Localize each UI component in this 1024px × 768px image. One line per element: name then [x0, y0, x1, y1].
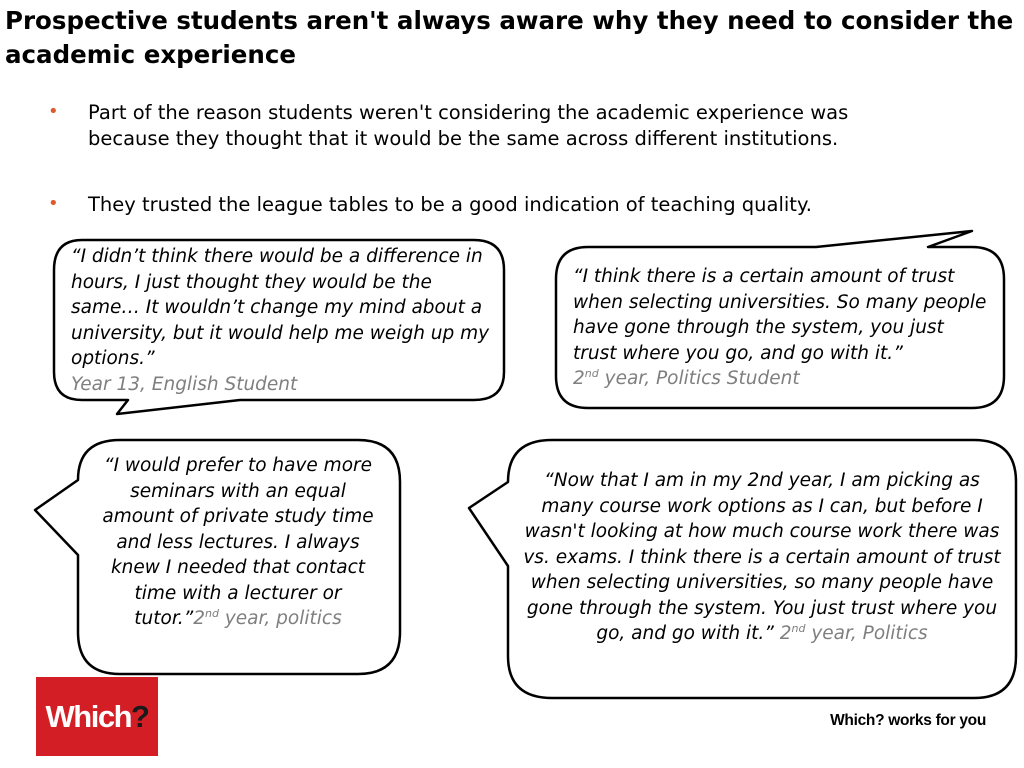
quote-attribution: [193, 608, 342, 629]
slide-title: Prospective students aren't always aware why they need to consider the academic experience: [5, 6, 1014, 69]
quote-attribution: [774, 623, 928, 644]
quote-3: [95, 453, 381, 632]
which-logo: [36, 677, 158, 756]
bullet-icon: •: [48, 193, 59, 214]
bullet-text: Part of the reason students weren't considering the academic experience was because they thought that it would be the same across different institutions.: [88, 101, 849, 150]
quote-attribution: [573, 368, 800, 389]
attribution-number: 2: [193, 608, 205, 629]
quote-text: “I didn’t think there would be a difference in hours, I just thought they would be the same… It wouldn’t change my mind about a university, but it would help me weigh up my options.”: [71, 246, 490, 369]
logo-question-mark: ?: [131, 698, 149, 734]
quote-2: [573, 264, 993, 392]
quote-1: [71, 244, 491, 397]
attribution-number: 2: [779, 623, 792, 644]
attribution-ordinal: nd: [584, 366, 599, 380]
quote-4: [522, 468, 1002, 647]
quote-text: “I think there is a certain amount of trust when selecting universities. So many people have gone through the system, you just trust where you go, and go with it.”: [573, 266, 987, 364]
logo-word: Which: [45, 698, 132, 734]
quote-text: “Now that I am in my 2nd year, I am picking as many course work options as I can, but before I wasn't looking at how much course work there was vs. exams. I think there is a certain amount of trust when selecting universities, so many people have gone through the system. You just trust where you go, and go with it.”: [523, 470, 1001, 644]
quote-text: “I would prefer to have more seminars with an equal amount of private study time and less lectures. I always knew I needed that contact time with a lecturer or tutor.”: [102, 455, 374, 629]
attribution-ordinal: nd: [204, 606, 219, 620]
attribution-ordinal: nd: [791, 621, 806, 635]
attribution-rest: year, Politics: [805, 623, 928, 644]
attribution-rest: year, Politics Student: [598, 368, 800, 389]
footer-tagline: Which? works for you: [830, 712, 986, 729]
quote-attribution: Year 13, English Student: [71, 373, 298, 395]
bullet-icon: •: [48, 101, 59, 122]
bullet-text: They trusted the league tables to be a good indication of teaching quality.: [88, 193, 812, 216]
attribution-number: 2: [573, 368, 585, 389]
attribution-rest: year, politics: [218, 608, 342, 629]
